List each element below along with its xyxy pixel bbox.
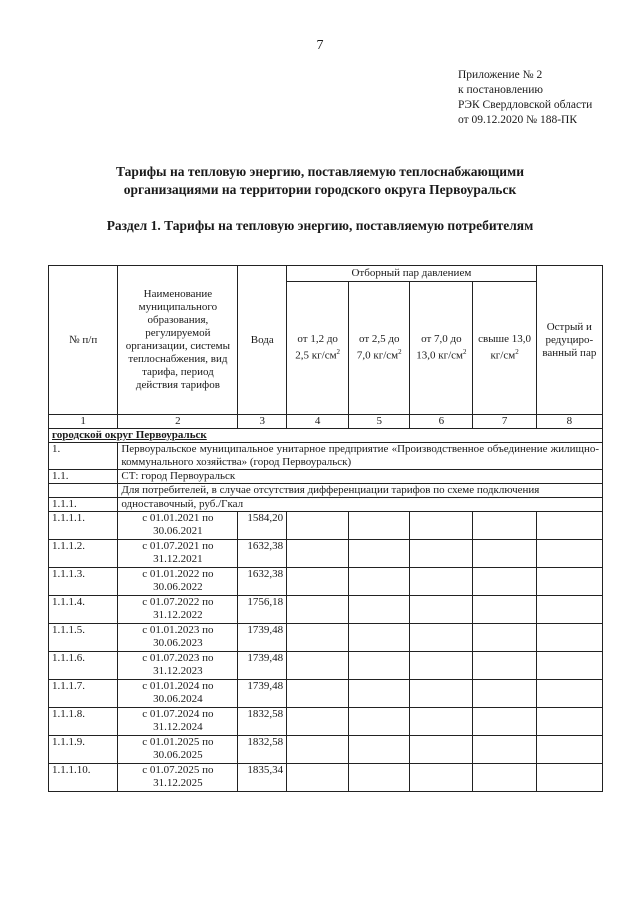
row-num: 1.1.1.4. [49, 596, 118, 624]
row-num: 1.1.1.3. [49, 568, 118, 596]
row-steam-3 [410, 624, 473, 652]
row-sharp-steam [536, 624, 602, 652]
district-name: городской округ Первоуральск [49, 429, 603, 443]
system-num: 1.1. [49, 470, 118, 484]
row-steam-2 [349, 652, 410, 680]
header-steam-group: Отборный пар давлением [287, 266, 537, 282]
row-steam-4 [473, 708, 536, 736]
consumers-note: Для потребителей, в случае отсутствия дифференциации тарифов по схеме подключения [118, 484, 603, 498]
row-sharp-steam [536, 540, 602, 568]
col-number: 1 [49, 415, 118, 429]
row-water-value: 1632,38 [238, 540, 287, 568]
column-numbers-row [49, 415, 603, 429]
row-num: 1.1.1.7. [49, 680, 118, 708]
org-row [49, 443, 603, 470]
row-steam-3 [410, 596, 473, 624]
document-title [0, 163, 640, 199]
row-steam-1 [287, 568, 349, 596]
row-num: 1.1.1.8. [49, 708, 118, 736]
table-row [49, 736, 603, 764]
row-steam-1 [287, 680, 349, 708]
row-sharp-steam [536, 708, 602, 736]
row-steam-3 [410, 680, 473, 708]
page-number: 7 [316, 38, 324, 53]
col-number: 5 [349, 415, 410, 429]
tariff-type-name: одноставочный, руб./Гкал [118, 498, 603, 512]
tariff-table [48, 265, 603, 792]
row-steam-3 [410, 568, 473, 596]
row-steam-2 [349, 568, 410, 596]
row-sharp-steam [536, 568, 602, 596]
district-row [49, 429, 603, 443]
appendix-line: от 09.12.2020 № 188-ПК [458, 114, 578, 126]
row-steam-4 [473, 680, 536, 708]
header-steam-2: от 2,5 до 7,0 $кг/см^2$ [349, 282, 410, 415]
table-row [49, 708, 603, 736]
table-row [49, 596, 603, 624]
row-period: с 01.01.2021 по 30.06.2021 [118, 512, 238, 540]
col-number: 8 [536, 415, 602, 429]
table-row [49, 624, 603, 652]
row-steam-4 [473, 596, 536, 624]
row-period: с 01.07.2025 по 31.12.2025 [118, 764, 238, 792]
appendix-line: Приложение № 2 [458, 69, 543, 81]
appendix-block [458, 68, 592, 128]
row-water-value: 1739,48 [238, 624, 287, 652]
row-steam-2 [349, 680, 410, 708]
row-steam-4 [473, 568, 536, 596]
row-water-value: 1739,48 [238, 680, 287, 708]
header-steam-3: от 7,0 до 13,0 $кг/см^2$ [410, 282, 473, 415]
col-number: 7 [473, 415, 536, 429]
section-title: Раздел 1. Тарифы на тепловую энергию, поставляемую потребителям [106, 218, 534, 233]
org-name: Первоуральское муниципальное унитарное предприятие «Производственное объединение жилищно-коммунального хозяйства» (город Первоуральск) [118, 443, 603, 470]
row-steam-3 [410, 708, 473, 736]
row-period: с 01.07.2023 по 31.12.2023 [118, 652, 238, 680]
header-num: № п/п [49, 266, 118, 415]
table-row [49, 680, 603, 708]
table-row [49, 512, 603, 540]
row-steam-2 [349, 512, 410, 540]
row-steam-4 [473, 652, 536, 680]
consumers-note-row [49, 484, 603, 498]
appendix-line: к постановлению [458, 84, 543, 96]
header-water: Вода [238, 266, 287, 415]
row-period: с 01.01.2023 по 30.06.2023 [118, 624, 238, 652]
row-water-value: 1832,58 [238, 736, 287, 764]
row-num: 1.1.1.1. [49, 512, 118, 540]
row-water-value: 1832,58 [238, 708, 287, 736]
row-steam-1 [287, 512, 349, 540]
table-row [49, 568, 603, 596]
row-steam-1 [287, 624, 349, 652]
table-row [49, 764, 603, 792]
row-period: с 01.01.2022 по 30.06.2022 [118, 568, 238, 596]
row-steam-4 [473, 540, 536, 568]
row-steam-2 [349, 764, 410, 792]
table-row [49, 540, 603, 568]
row-steam-1 [287, 596, 349, 624]
row-water-value: 1584,20 [238, 512, 287, 540]
row-period: с 01.07.2024 по 31.12.2024 [118, 708, 238, 736]
row-steam-4 [473, 736, 536, 764]
row-steam-2 [349, 596, 410, 624]
empty-cell [49, 484, 118, 498]
system-name: СТ: город Первоуральск [118, 470, 603, 484]
row-sharp-steam [536, 680, 602, 708]
row-steam-1 [287, 736, 349, 764]
row-steam-1 [287, 540, 349, 568]
row-num: 1.1.1.6. [49, 652, 118, 680]
row-water-value: 1739,48 [238, 652, 287, 680]
tariff-type-num: 1.1.1. [49, 498, 118, 512]
title-line: Тарифы на тепловую энергию, поставляемую теплоснабжающими [116, 164, 524, 179]
col-number: 4 [287, 415, 349, 429]
table-row [49, 652, 603, 680]
row-water-value: 1835,34 [238, 764, 287, 792]
row-steam-1 [287, 708, 349, 736]
header-steam-4: свыше 13,0 $кг/см^2$ [473, 282, 536, 415]
row-num: 1.1.1.2. [49, 540, 118, 568]
org-num: 1. [49, 443, 118, 470]
row-period: с 01.01.2025 по 30.06.2025 [118, 736, 238, 764]
title-line: организациями на территории городского округа Первоуральск [123, 182, 517, 197]
row-num: 1.1.1.9. [49, 736, 118, 764]
row-sharp-steam [536, 512, 602, 540]
row-steam-4 [473, 764, 536, 792]
col-number: 6 [410, 415, 473, 429]
row-num: 1.1.1.10. [49, 764, 118, 792]
row-num: 1.1.1.5. [49, 624, 118, 652]
header-name: Наименование муниципального образования, регулируемой организации, системы теплоснабжения, вид тарифа, период действия тарифов [118, 266, 238, 415]
col-number: 3 [238, 415, 287, 429]
row-sharp-steam [536, 764, 602, 792]
tariff-type-row [49, 498, 603, 512]
appendix-line: РЭК Свердловской области [458, 99, 593, 111]
row-steam-3 [410, 512, 473, 540]
row-steam-4 [473, 624, 536, 652]
row-steam-1 [287, 764, 349, 792]
row-steam-2 [349, 736, 410, 764]
row-steam-3 [410, 652, 473, 680]
row-steam-3 [410, 764, 473, 792]
row-period: с 01.01.2024 по 30.06.2024 [118, 680, 238, 708]
row-sharp-steam [536, 652, 602, 680]
col-number: 2 [118, 415, 238, 429]
row-sharp-steam [536, 596, 602, 624]
row-steam-3 [410, 540, 473, 568]
row-steam-2 [349, 624, 410, 652]
row-steam-3 [410, 736, 473, 764]
row-period: с 01.07.2022 по 31.12.2022 [118, 596, 238, 624]
row-steam-2 [349, 708, 410, 736]
row-period: с 01.07.2021 по 31.12.2021 [118, 540, 238, 568]
row-water-value: 1756,18 [238, 596, 287, 624]
system-row [49, 470, 603, 484]
row-steam-4 [473, 512, 536, 540]
row-steam-1 [287, 652, 349, 680]
header-steam-1: от 1,2 до 2,5 $кг/см^2$ [287, 282, 349, 415]
row-sharp-steam [536, 736, 602, 764]
row-steam-2 [349, 540, 410, 568]
header-sharp-steam: Острый и редуциро-ванный пар [536, 266, 602, 415]
row-water-value: 1632,38 [238, 568, 287, 596]
